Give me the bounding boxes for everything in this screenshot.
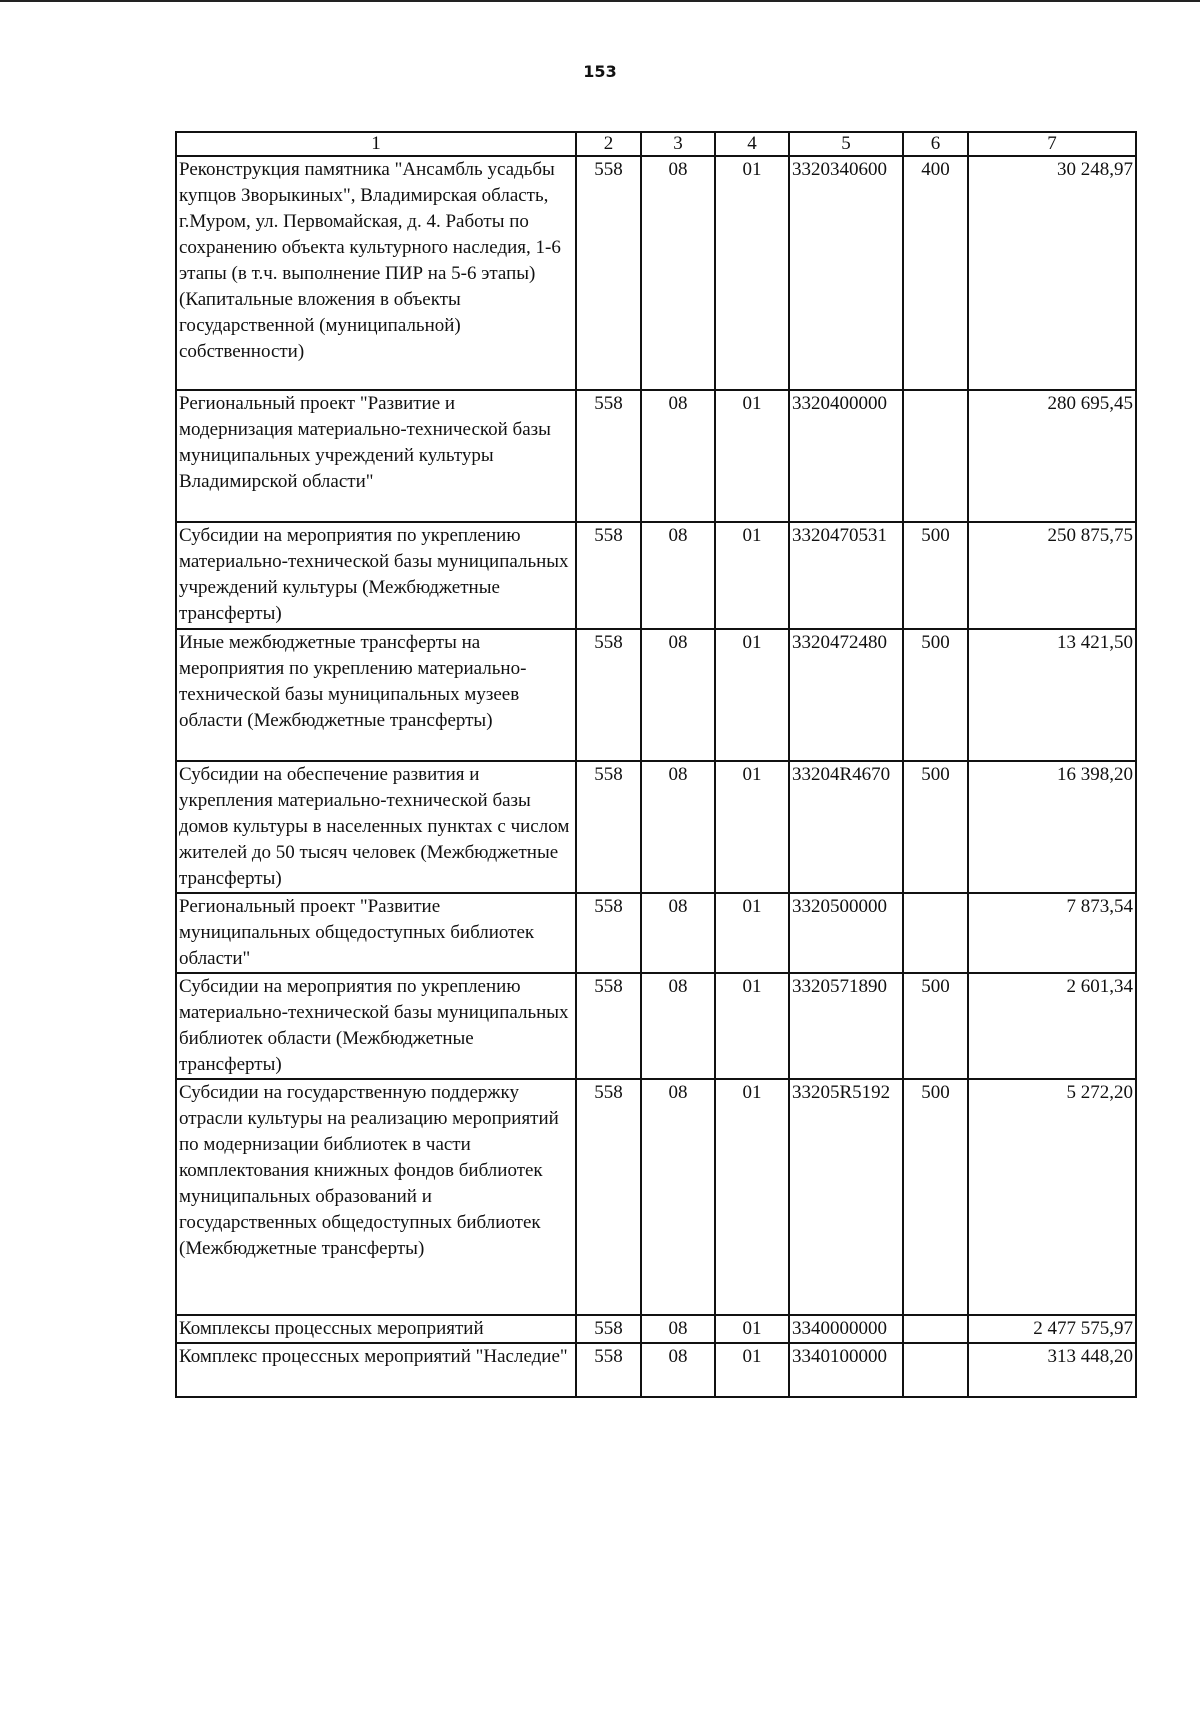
row-podrazdel: 01: [715, 629, 789, 761]
row-name: Региональный проект "Развитие и модернизация материально-технической базы муниципальных учреждений культуры Владимирской области": [176, 390, 576, 522]
row-name: Реконструкция памятника "Ансамбль усадьбы купцов Зворыкиных", Владимирская область, г.Муром, ул. Первомайская, д. 4. Работы по сохранению объекта культурного наследия, 1-6 этапы (в т.ч. выполнение ПИР на 5-6 этапы) (Капитальные вложения в объекты государственной (муниципальной) собственности): [176, 156, 576, 390]
row-podrazdel: 01: [715, 973, 789, 1079]
table-row: [176, 1079, 1136, 1315]
row-ved: 558: [576, 1315, 641, 1343]
row-podrazdel: 01: [715, 893, 789, 973]
row-vr: 500: [903, 1079, 968, 1315]
row-name: Комплекс процессных мероприятий "Наследие": [176, 1343, 576, 1397]
row-name: Субсидии на мероприятия по укреплению материально-технической базы муниципальных библиотек области (Межбюджетные трансферты): [176, 973, 576, 1079]
row-vr: [903, 390, 968, 522]
row-vr: [903, 1343, 968, 1397]
row-sum: 250 875,75: [968, 522, 1136, 629]
row-vr: 500: [903, 973, 968, 1079]
row-sum: 5 272,20: [968, 1079, 1136, 1315]
page-number: 153: [583, 62, 617, 81]
row-sum: 13 421,50: [968, 629, 1136, 761]
table-row: [176, 893, 1136, 973]
row-ved: 558: [576, 761, 641, 893]
row-podrazdel: 01: [715, 156, 789, 390]
row-podrazdel: 01: [715, 1343, 789, 1397]
row-podrazdel: 01: [715, 390, 789, 522]
row-razdel: 08: [641, 893, 715, 973]
row-csr: 3340000000: [789, 1315, 903, 1343]
row-razdel: 08: [641, 522, 715, 629]
row-csr: 3320470531: [789, 522, 903, 629]
row-name: Субсидии на обеспечение развития и укрепления материально-технической базы домов культуры в населенных пунктах с числом жителей до 50 тысяч человек (Межбюджетные трансферты): [176, 761, 576, 893]
row-ved: 558: [576, 390, 641, 522]
row-csr: 3340100000: [789, 1343, 903, 1397]
row-razdel: 08: [641, 761, 715, 893]
column-header: 7: [968, 132, 1136, 156]
row-sum: 313 448,20: [968, 1343, 1136, 1397]
row-podrazdel: 01: [715, 761, 789, 893]
table-row: [176, 761, 1136, 893]
row-sum: 2 477 575,97: [968, 1315, 1136, 1343]
row-sum: 2 601,34: [968, 973, 1136, 1079]
row-ved: 558: [576, 522, 641, 629]
table-row: [176, 973, 1136, 1079]
row-razdel: 08: [641, 973, 715, 1079]
row-razdel: 08: [641, 1343, 715, 1397]
row-razdel: 08: [641, 156, 715, 390]
row-ved: 558: [576, 1079, 641, 1315]
row-vr: 400: [903, 156, 968, 390]
row-ved: 558: [576, 629, 641, 761]
row-sum: 30 248,97: [968, 156, 1136, 390]
row-name: Региональный проект "Развитие муниципальных общедоступных библиотек области": [176, 893, 576, 973]
row-razdel: 08: [641, 1315, 715, 1343]
column-header: 2: [576, 132, 641, 156]
table-row: [176, 1315, 1136, 1343]
row-csr: 33204R4670: [789, 761, 903, 893]
column-header: 3: [641, 132, 715, 156]
row-vr: 500: [903, 522, 968, 629]
column-header: 1: [176, 132, 576, 156]
row-sum: 16 398,20: [968, 761, 1136, 893]
row-sum: 7 873,54: [968, 893, 1136, 973]
column-header: 4: [715, 132, 789, 156]
table-row: [176, 156, 1136, 390]
row-razdel: 08: [641, 1079, 715, 1315]
row-csr: 3320340600: [789, 156, 903, 390]
table-row: [176, 522, 1136, 629]
row-ved: 558: [576, 893, 641, 973]
header-row: [176, 132, 1136, 156]
row-name: Субсидии на государственную поддержку отрасли культуры на реализацию мероприятий по модернизации библиотек в части комплектования книжных фондов библиотек муниципальных образований и государственных общедоступных библиотек (Межбюджетные трансферты): [176, 1079, 576, 1315]
budget-table: [175, 131, 1137, 1398]
row-name: Субсидии на мероприятия по укреплению материально-технической базы муниципальных учреждений культуры (Межбюджетные трансферты): [176, 522, 576, 629]
column-header: 5: [789, 132, 903, 156]
row-csr: 3320571890: [789, 973, 903, 1079]
row-sum: 280 695,45: [968, 390, 1136, 522]
row-csr: 3320472480: [789, 629, 903, 761]
row-podrazdel: 01: [715, 1079, 789, 1315]
column-header: 6: [903, 132, 968, 156]
row-podrazdel: 01: [715, 522, 789, 629]
table-row: [176, 390, 1136, 522]
row-ved: 558: [576, 973, 641, 1079]
row-vr: [903, 1315, 968, 1343]
row-csr: 33205R5192: [789, 1079, 903, 1315]
row-csr: 3320500000: [789, 893, 903, 973]
top-border-line: [0, 0, 1200, 2]
row-ved: 558: [576, 156, 641, 390]
row-vr: [903, 893, 968, 973]
table-row: [176, 1343, 1136, 1397]
row-ved: 558: [576, 1343, 641, 1397]
row-razdel: 08: [641, 629, 715, 761]
row-vr: 500: [903, 761, 968, 893]
row-podrazdel: 01: [715, 1315, 789, 1343]
row-name: Иные межбюджетные трансферты на мероприятия по укреплению материально-технической базы муниципальных музеев области (Межбюджетные трансферты): [176, 629, 576, 761]
row-name: Комплексы процессных мероприятий: [176, 1315, 576, 1343]
row-vr: 500: [903, 629, 968, 761]
row-csr: 3320400000: [789, 390, 903, 522]
row-razdel: 08: [641, 390, 715, 522]
table-row: [176, 629, 1136, 761]
